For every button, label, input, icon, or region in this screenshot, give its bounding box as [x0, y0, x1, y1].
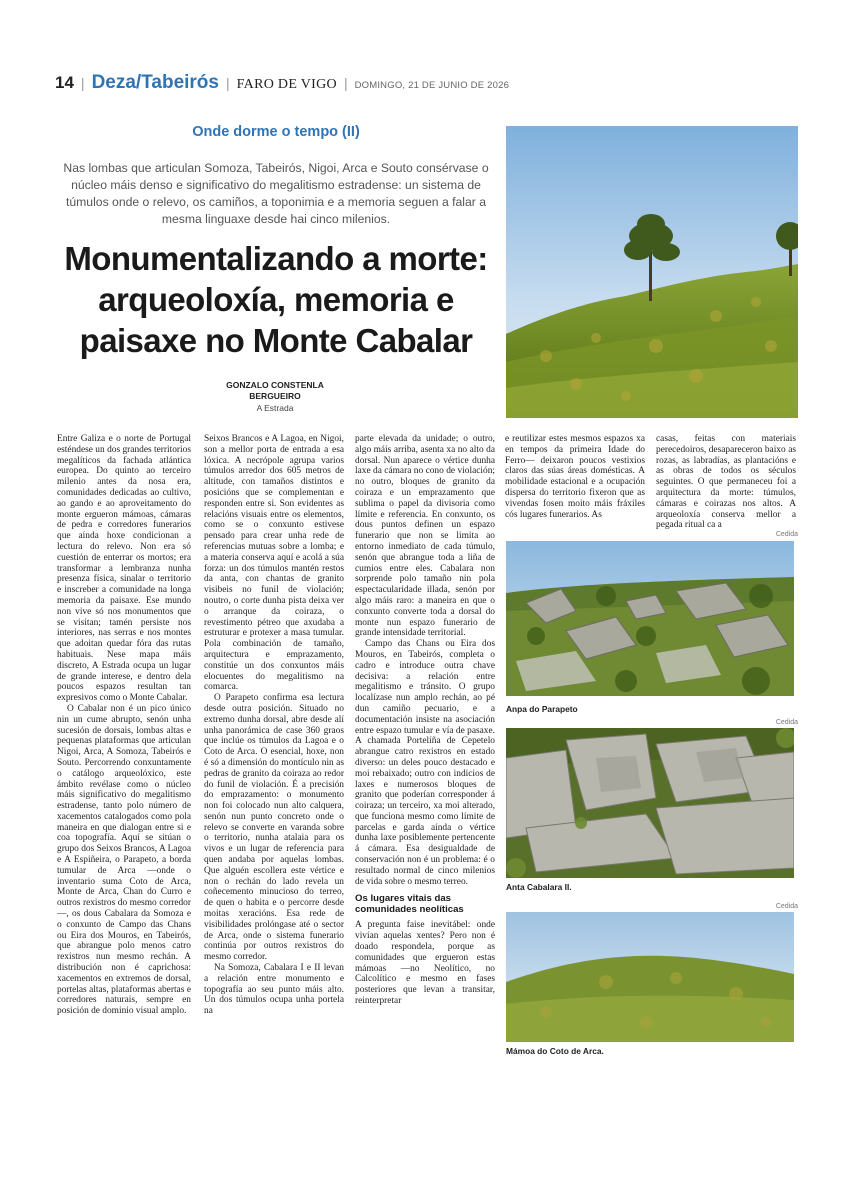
- article-lede: Nas lombas que articulan Somoza, Tabeirós, Nigoi, Arca e Souto consérvase o núcleo máis denso e significativo do megalitismo estradense: un sistema de túmulos onde o relevo, os camiños, a toponimia e a memoria seguen a falar a mesma linguaxe desde hai cinco milenios.: [63, 161, 489, 226]
- dolmen-photo: [506, 728, 794, 878]
- photo-credit: Cedida: [775, 903, 798, 910]
- article-paragraph: Na Somoza, Cabalara I e II levan a relación entre monumento e topografía ao seu punto máis alto. Un dos túmulos ocupa unha portela na: [204, 963, 344, 1017]
- byline: [200, 380, 350, 413]
- article-paragraph: O Parapeto confirma esa lectura desde outra posición. Situado no extremo dunha dorsal, abre desde alí unha panorámica de case 360 graos que inclúe os túmulos da Lagoa e o Coto de Arca. O esencial, hoxe, non é só a dimensión do montículo nin as pedras de granito da coiraza ao redor do funil de violación. É a precisión do emprazamento: o monumento non foi colocado nun alto calquera, senón nun punto concreto onde o relevo se converte en varanda sobre o territorio, nunha atalaia para os vivos e un lugar de referencia para quen andaba por aquelas lombas. Que alguén escollera este vértice e non o rechán do lado revela un coñecemento minucioso do terreo, de quen o habita e o percorre desde moitas xeracións. Esa rede de visibilidades prolóngase até o sector de Arca, onde o sistema funerario continúa por outros rexistros do mesmo corredor.: [204, 693, 344, 963]
- photo-caption: Anpa do Parapeto: [506, 704, 578, 714]
- article-column-3: [355, 434, 495, 1059]
- article-column-4: [505, 434, 645, 534]
- anpa-do-parapeto-photo: [506, 541, 794, 696]
- article-paragraph: Seixos Brancos e A Lagoa, en Nigoi, son a mellor porta de entrada a esa lóxica. A necrópole agrupa varios túmulos arredor dos 605 metros de altitude, con tamaños distintos e posicións que se complementan e responden entre si. Son evidentes as relacións visuais entre os elementos, como se o conxunto estivese pensado para crear unha rede de referencias mutuas sobre a lomba; e a materia conserva aquí e acolá a súa forza: un dos túmulos mantén restos da anta, con chantas de granito visibeis no funil de violación; noutro, o corte dunha pista deixa ver o arranque da coiraza, o revestimento pétreo que axudaba a estruturar e protexer a masa tumular. Pola combinación de tamaño, arquitectura e emprazamento, constitúe un dos conxuntos máis elocuentes do megalitismo na comarca.: [204, 434, 344, 693]
- author-name-line: GONZALO CONSTENLA: [226, 380, 324, 390]
- monte-cabalar-photo: [506, 126, 798, 418]
- article-column-2: [204, 434, 344, 1059]
- newspaper-name: FARO DE VIGO: [236, 77, 337, 92]
- author-name-line: BERGUEIRO: [249, 391, 301, 401]
- article-paragraph: A pregunta faise inevitábel: onde vivían aquelas xentes? Pero non é doado respondela, porque as comunidades que ergueron estas mámoas —no Neolítico, no Calcolítico e mesmo en fases posteriores que levan a transitar, reinterpretar: [355, 920, 495, 1007]
- article-paragraph: e reutilizar estes mesmos espazos xa en tempos da primeira Idade do Ferro— deixaron poucos vestixios claros das súas áreas domésticas. A mobilidade estacional e a ocupación dispersa do territorio fixeron que as vivendas fosen moito máis fráxiles cós lugares funerarios. As: [505, 434, 645, 520]
- dateline-place: A Estrada: [256, 403, 294, 413]
- article-subhead: Os lugares vitais das comunidades neolíticas: [355, 893, 464, 916]
- header-divider: |: [343, 75, 348, 91]
- mamoa-coto-de-arca-photo: [506, 912, 794, 1042]
- header-divider: |: [225, 75, 230, 91]
- issue-date: DOMINGO, 21 DE JUNIO DE 2026: [354, 80, 510, 91]
- article-paragraph: Campo das Chans ou Eira dos Mouros, en Tabeirós, completa o cadro e introduce outra chave decisiva: a relación entre megalitismo e tránsito. O grupo localízase nun amplo rechán, ao pé dun camiño pecuario, e a documentación insiste na asociación entre espazo tumular e vía de pasaxe. A chamada Portelíña de Cepetelo abrangue catro rexistros en estado diverso: un deles pouco destacado e moi rebaixado; outro con indicios de laxes e numerosos bloques de granito que poderían corresponder á coiraza; un terceiro, xa moi alterado, que funciona mesmo como límite de parcelas e garda aínda o vértice dunha laxe posiblemente pertencente á cámara. Esa desigualdade de conservación non é un problema: é o resultado normal de cinco milenios de vida sobre o mesmo terreo.: [355, 639, 495, 887]
- header-divider: |: [80, 75, 85, 91]
- article-column-5: [656, 434, 796, 534]
- anta-cabalara-photo: [506, 728, 794, 878]
- article-paragraph: O Cabalar non é un pico único nin un cume abrupto, senón unha sucesión de dorsais, lombas altas e pequenas plataformas que articulan Nigoi, Arca, A Somoza, Tabeirós e Souto. Percorrendo conxuntamente o catálogo arqueolóxico, este ámbito revélase como o núcleo máis significativo do megalitismo estradense, tanto polo número de xacementos catalogados como pola maneira en que dialogan entre si e coa topografía. Aquí se sitúan o grupo dos Seixos Brancos, A Lagoa e A Espiñeira, o Parapeto, a borda tumular de Arca —onde o inventario suma Coto de Arca, Monte de Arca, Chan do Curro e outros rexistros do mesmo corredor—, os dous Cabalara da Somoza e o conxunto de Campo das Chans ou Eira dos Mouros, en Tabeirós, que abrangue polo menos catro rexistros nun mesmo rechán. A distribución non é caprichosa: xacementos en extremos de dorsal, portelas altas, plataformas abertas e corredores naturais, sempre en posición de dominio visual amplo.: [57, 703, 191, 1017]
- photo-credit: Cedida: [775, 719, 798, 726]
- article-kicker: Onde dorme o tempo (II): [192, 124, 360, 140]
- photo-credit: Cedida: [775, 531, 798, 538]
- page-header: [55, 72, 509, 96]
- page-number: 14: [55, 73, 74, 92]
- article-paragraph: parte elevada da unidade; o outro, algo máis arriba, asenta xa no alto da dorsal. Nun aparece o vértice dunha laxe da cámara no cono de violación; no outro, bloques de granito da coiraza e un emprazamento que sublima o papel da divisoria como límite e referencia. En conxunto, os dous puntos definen un espazo funerario que non se limita ao entorno inmediato de cada túmulo, senón que abrangue toda a liña de cumios entre eles. Cabalara non sorprende polo tamaño nin pola espectacularidade illada, senón por algo máis raro: a maneira en que o conxunto converte toda a dorsal do monte nun espazo funerario de grande intensidade territorial.: [355, 434, 495, 639]
- photo-caption: Anta Cabalara II.: [506, 882, 572, 892]
- photo-caption: Mámoa do Coto de Arca.: [506, 1046, 604, 1056]
- article-paragraph: casas, feitas con materiais perecedoiros, desapareceron baixo as rozas, as labradías, as plantacións e as obras de todos os séculos seguintes. O que permaneceu foi a arquitectura da morte: túmulos, cámaras e coirazas nos altos. A arqueoloxía conserva mellor a pegada ritual ca a: [656, 434, 796, 531]
- section-title: Deza/Tabeirós: [91, 72, 219, 93]
- headline-line: paisaxe no Monte Cabalar: [79, 322, 473, 359]
- dolmen-photo: [506, 541, 794, 696]
- author-name: [200, 380, 350, 402]
- article-headline: [60, 238, 492, 361]
- article-paragraph: Entre Galiza e o norte de Portugal esténdese un dos grandes territorios megalíticos da fachada atlántica europea. Do quinto ao terceiro milenio antes da nosa era, comunidades dedicadas ao cultivo, ao gando e ao aproveitamento do monte ergueron mámoas, cámaras de pedra e corredores funerarios que aínda hoxe condicionan a lectura do relevo. Non era só cuestión de enterrar os mortos; era transformar a lembranza nunha presenza física, sinalar o territorio e inscreber a comunidade na longa memoria da paisaxe. Ese mundo non vive só nos monumentos que se visitan; tamén persiste nos interiores, nas serras e nos montes que adoitan quedar fóra das rutas habituais. Nese mapa máis discreto, A Estrada ocupa un lugar de grande interese, e dentro dela poucos espazos resultan tan expresivos como o Monte Cabalar.: [57, 434, 191, 704]
- mound-photo: [506, 912, 794, 1042]
- headline-line: arqueoloxía, memoria e: [98, 281, 454, 318]
- landscape-photo: [506, 126, 798, 418]
- headline-line: Monumentalizando a morte:: [64, 240, 488, 277]
- article-column-1: [57, 434, 191, 1059]
